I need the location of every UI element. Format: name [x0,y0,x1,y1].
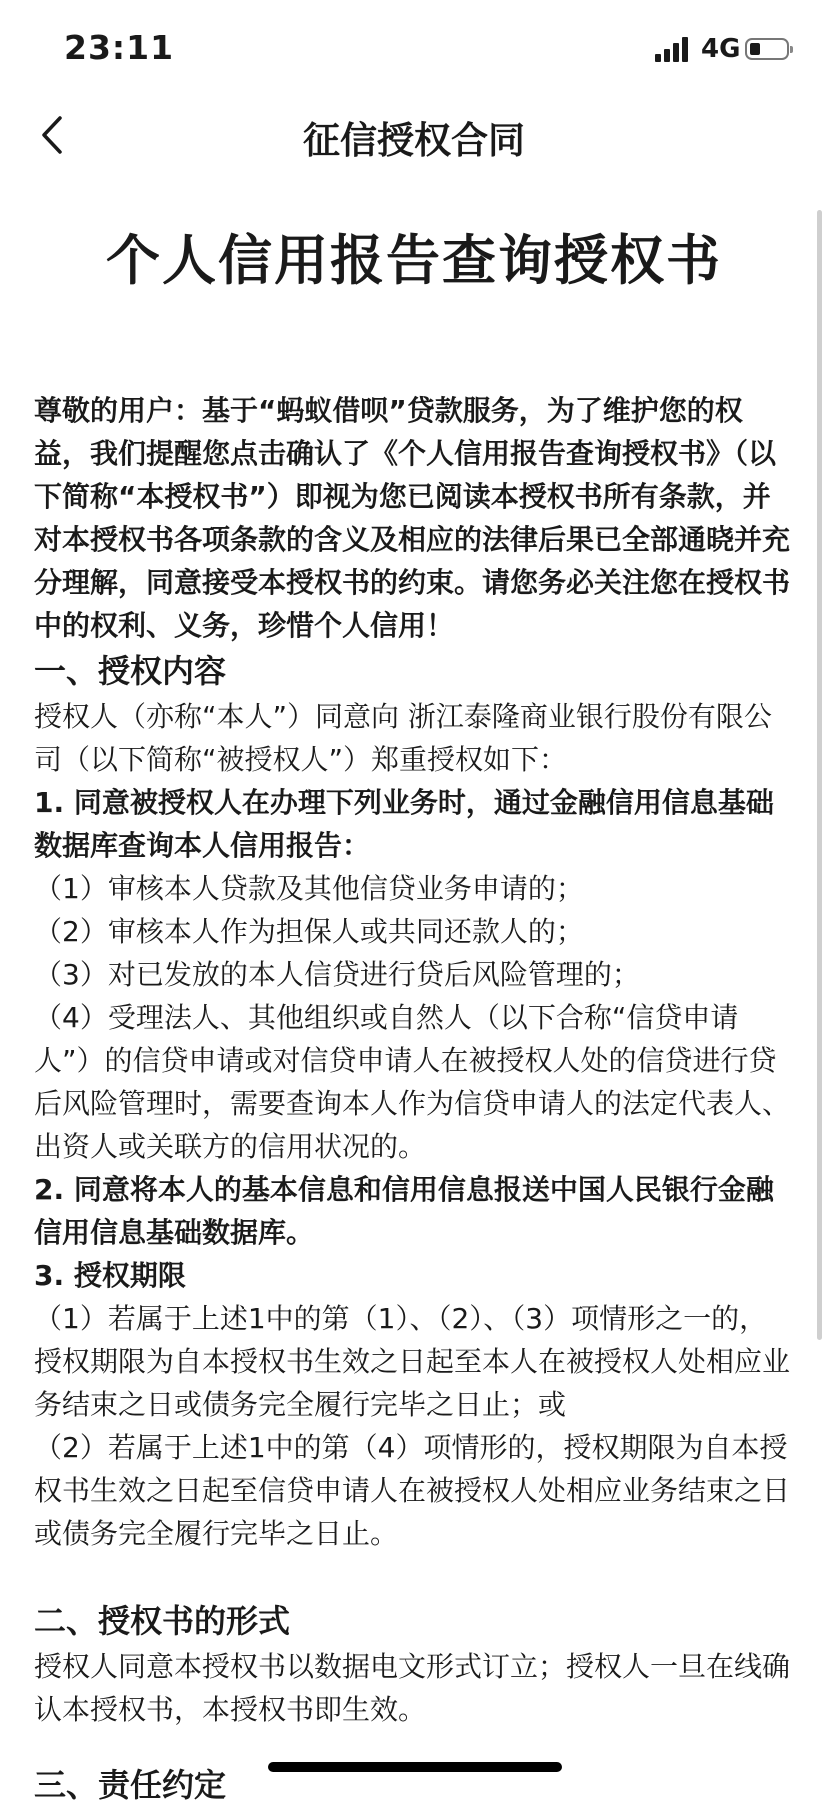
home-indicator[interactable] [268,1762,562,1772]
clause-2: 2. 同意将本人的基本信息和信用信息报送中国人民银行金融信用信息基础数据库。 [34,1173,774,1249]
section-1-heading: 一、授权内容 [34,652,227,690]
section-1-paragraph: 授权人（亦称“本人”）同意向 浙江泰隆商业银行股份有限公司（以下简称“被授权人”）郑重授权如下： [34,700,772,776]
status-bar [0,0,828,100]
signal-icon [655,36,691,62]
page-title: 征信授权合同 [303,119,525,162]
intro-paragraph: 尊敬的用户：基于“蚂蚁借呗”贷款服务，为了维护您的权益，我们提醒您点击确认了《个人信用报告查询授权书》（以下简称“本授权书”）即视为您已阅读本授权书所有条款，并对本授权书各项条款的含义及相应的法律后果已全部通晓并充分理解，同意接受本授权书的约束。请您务必关注您在授权书中的权利、义务，珍惜个人信用！ [34,394,791,642]
nav-bar [0,100,828,168]
document-body [34,215,794,1809]
document-title: 个人信用报告查询授权书 [106,229,722,292]
section-3-heading: 三、责任约定 [34,1766,227,1804]
section-2-heading: 二、授权书的形式 [34,1602,291,1640]
status-time: 23:11 [64,28,175,67]
clause-3-sub-1: （1）若属于上述1中的第（1）、（2）、（3）项情形之一的，授权期限为自本授权书生效之日起至本人在被授权人处相应业务结束之日或债务完全履行完毕之日止；或 [34,1302,791,1421]
clause-1-sub-1: （1）审核本人贷款及其他信贷业务申请的； [34,872,584,905]
section-2-paragraph: 授权人同意本授权书以数据电文形式订立；授权人一旦在线确认本授权书，本授权书即生效。 [34,1650,791,1726]
scrollbar[interactable] [817,210,822,1340]
clause-1-sub-3: （3）对已发放的本人信贷进行贷后风险管理的； [34,958,640,991]
clause-3-sub-2: （2）若属于上述1中的第（4）项情形的，授权期限为自本授权书生效之日起至信贷申请人在被授权人处相应业务结束之日或债务完全履行完毕之日止。 [34,1431,791,1550]
clause-1-sub-4: （4）受理法人、其他组织或自然人（以下合称“信贷申请人”）的信贷申请或对信贷申请人在被授权人处的信贷进行贷后风险管理时，需要查询本人作为信贷申请人的法定代表人、出资人或关联方的信用状况的。 [34,1001,791,1163]
battery-icon [745,38,789,60]
clause-1: 1. 同意被授权人在办理下列业务时，通过金融信用信息基础数据库查询本人信用报告： [34,786,774,862]
clause-1-sub-2: （2）审核本人作为担保人或共同还款人的； [34,915,584,948]
network-label: 4G [701,34,741,64]
clause-3: 3. 授权期限 [34,1259,186,1292]
